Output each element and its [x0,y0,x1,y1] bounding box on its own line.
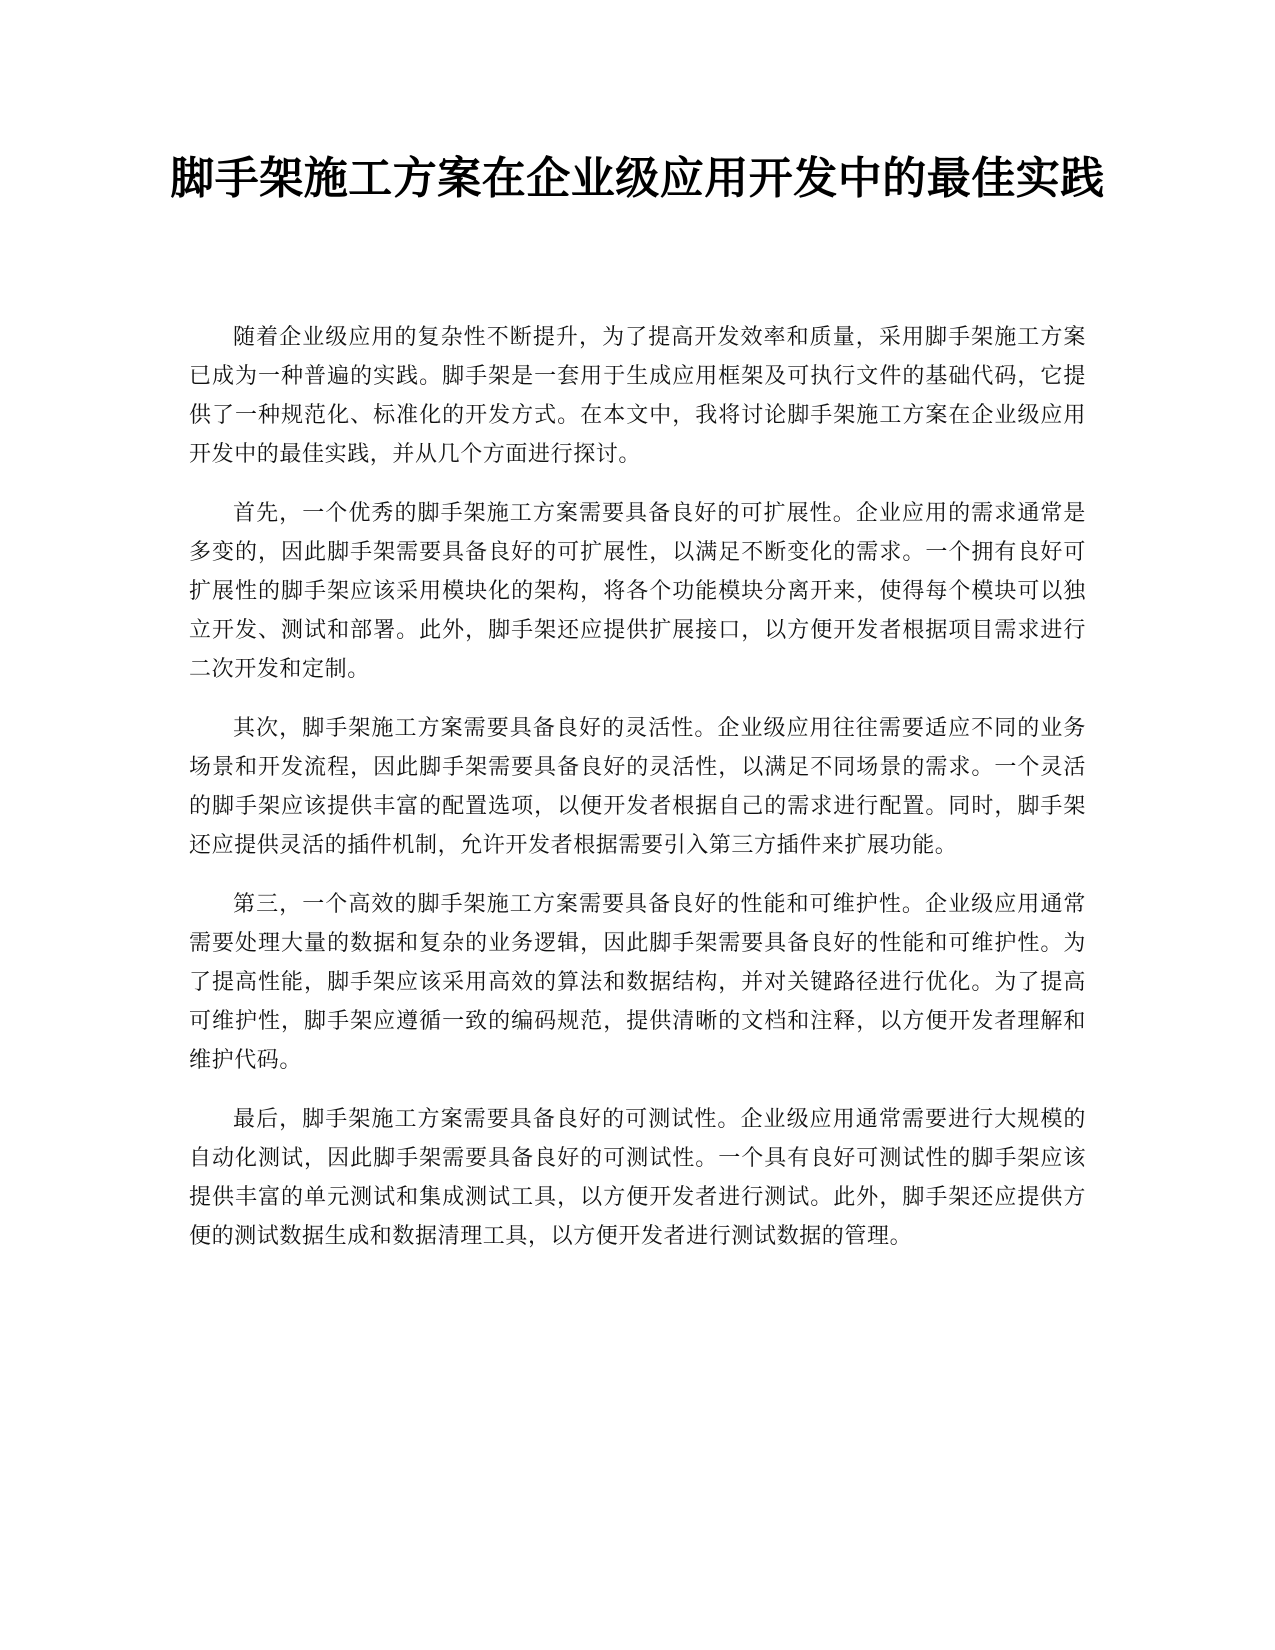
paragraph-testability: 最后，脚手架施工方案需要具备良好的可测试性。企业级应用通常需要进行大规模的自动化测试，因此脚手架需要具备良好的可测试性。一个具有良好可测试性的脚手架应该提供丰富的单元测试和集成测试工具，以方便开发者进行测试。此外，脚手架还应提供方便的测试数据生成和数据清理工具，以方便开发者进行测试数据的管理。 [189,1107,1086,1249]
page-title: 脚手架施工方案在企业级应用开发中的最佳实践 [170,153,1105,204]
paragraph-flexibility: 其次，脚手架施工方案需要具备良好的灵活性。企业级应用往往需要适应不同的业务场景和开发流程，因此脚手架需要具备良好的灵活性，以满足不同场景的需求。一个灵活的脚手架应该提供丰富的配置选项，以便开发者根据自己的需求进行配置。同时，脚手架还应提供灵活的插件机制，允许开发者根据需要引入第三方插件来扩展功能。 [189,716,1086,858]
paragraph-extensibility: 首先，一个优秀的脚手架施工方案需要具备良好的可扩展性。企业应用的需求通常是多变的，因此脚手架需要具备良好的可扩展性，以满足不断变化的需求。一个拥有良好可扩展性的脚手架应该采用模块化的架构，将各个功能模块分离开来，使得每个模块可以独立开发、测试和部署。此外，脚手架还应提供扩展接口，以方便开发者根据项目需求进行二次开发和定制。 [189,501,1086,682]
paragraph-intro: 随着企业级应用的复杂性不断提升，为了提高开发效率和质量，采用脚手架施工方案已成为一种普遍的实践。脚手架是一套用于生成应用框架及可执行文件的基础代码，它提供了一种规范化、标准化的开发方式。在本文中，我将讨论脚手架施工方案在企业级应用开发中的最佳实践，并从几个方面进行探讨。 [189,325,1086,467]
document-body [189,318,1086,1276]
paragraph-performance-maintainability: 第三，一个高效的脚手架施工方案需要具备良好的性能和可维护性。企业级应用通常需要处理大量的数据和复杂的业务逻辑，因此脚手架需要具备良好的性能和可维护性。为了提高性能，脚手架应该采用高效的算法和数据结构，并对关键路径进行优化。为了提高可维护性，脚手架应遵循一致的编码规范，提供清晰的文档和注释，以方便开发者理解和维护代码。 [189,892,1086,1073]
